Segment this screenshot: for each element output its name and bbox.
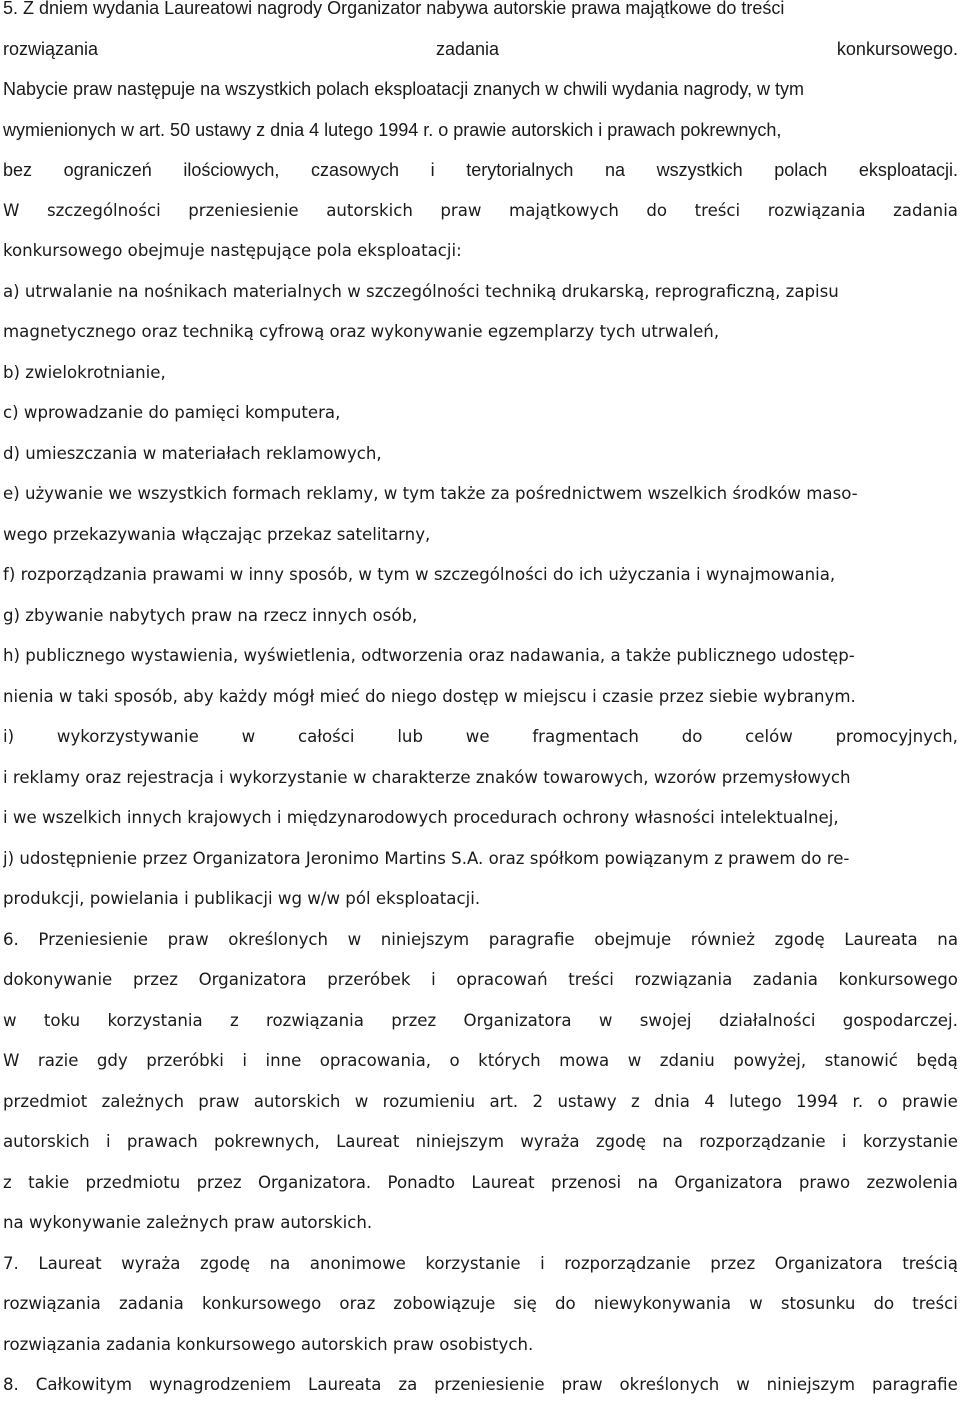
- word: celów: [745, 727, 793, 746]
- word: rozumieniu: [382, 1092, 476, 1111]
- word: pokrewnych,: [214, 1132, 320, 1151]
- word: zobowiązuje: [393, 1294, 496, 1313]
- word: Laureata: [308, 1375, 382, 1394]
- word: Organizatora: [463, 1011, 572, 1030]
- word: w: [598, 1011, 613, 1030]
- word: autorskich: [253, 1092, 341, 1111]
- text-line: produkcji, powielania i publikacji wg w/w pól eksploatacji.: [3, 889, 481, 908]
- word: Laureat: [471, 1173, 535, 1192]
- word: treści: [694, 201, 741, 220]
- word: art.: [489, 1092, 519, 1111]
- word: niniejszym: [415, 1132, 505, 1151]
- word: praw: [167, 930, 209, 949]
- word: rozporządzanie: [564, 1254, 691, 1273]
- word: na: [269, 1254, 291, 1273]
- text-line: [3, 928, 958, 952]
- word: do: [681, 727, 703, 746]
- word: rozwiązania: [266, 1011, 364, 1030]
- text-line: [3, 1049, 958, 1073]
- word: Laureat: [336, 1132, 400, 1151]
- text-line: wego przekazywania włączając przekaz satelitarny,: [3, 525, 431, 544]
- word: zgodę: [595, 1132, 646, 1151]
- word: fragmentach: [532, 727, 639, 746]
- word: dnia: [654, 1092, 690, 1111]
- text-line: na wykonywanie zależnych praw autorskich.: [3, 1213, 373, 1232]
- word: niewykonywania: [593, 1294, 732, 1313]
- word: do: [554, 1294, 576, 1313]
- word: rozporządzanie: [699, 1132, 826, 1151]
- word: przedmiot: [3, 1092, 88, 1111]
- word: przeróbki: [146, 1051, 224, 1070]
- word: zadania: [435, 39, 500, 59]
- word: zadania: [753, 970, 818, 989]
- word: eksploatacji.: [858, 160, 958, 180]
- word: zdaniu: [659, 1051, 715, 1070]
- word: obejmuje: [594, 930, 672, 949]
- word: zależnych: [101, 1092, 184, 1111]
- word: i: [430, 160, 435, 180]
- text-line: e) używanie we wszystkich formach reklamy, w tym także za pośrednictwem wszelkich środków maso-: [3, 484, 858, 503]
- word: lub: [397, 727, 423, 746]
- word: stanowić: [824, 1051, 898, 1070]
- word: wszystkich: [656, 160, 743, 180]
- word: treścią: [902, 1254, 958, 1273]
- word: czasowych: [311, 160, 400, 180]
- word: w: [3, 1011, 17, 1030]
- word: wyraża: [520, 1132, 580, 1151]
- word: o: [449, 1051, 460, 1070]
- word: przeróbek: [327, 970, 411, 989]
- word: w: [736, 1375, 750, 1394]
- word: całości: [297, 727, 355, 746]
- word: ograniczeń: [63, 160, 152, 180]
- word: szczególności: [46, 201, 161, 220]
- word: W: [3, 201, 20, 220]
- word: treści: [568, 970, 614, 989]
- word: w: [347, 930, 362, 949]
- word: Organizatora: [198, 970, 307, 989]
- text-line: d) umieszczania w materiałach reklamowych,: [3, 444, 382, 463]
- word: 2: [532, 1092, 544, 1111]
- word: majątkowych: [509, 201, 619, 220]
- word: przeniesienie: [188, 201, 299, 220]
- word: 8.: [3, 1375, 19, 1394]
- text-line: [3, 1171, 958, 1195]
- word: zgodę: [199, 1254, 251, 1273]
- word: promocyjnych,: [835, 727, 958, 746]
- word: określonych: [228, 930, 329, 949]
- text-line: i reklamy oraz rejestracja i wykorzystanie w charakterze znaków towarowych, wzorów przemysłowych: [3, 768, 851, 787]
- word: o: [877, 1092, 888, 1111]
- text-line: [3, 1130, 958, 1154]
- word: przez: [710, 1254, 756, 1273]
- text-line: magnetycznego oraz techniką cyfrową oraz wykonywanie egzemplarzy tych utrwaleń,: [3, 322, 720, 341]
- word: z: [3, 1173, 12, 1192]
- word: przenosi: [550, 1173, 622, 1192]
- word: r.: [852, 1092, 864, 1111]
- word: opracowania,: [319, 1051, 432, 1070]
- word: praw: [561, 1375, 603, 1394]
- word: się: [513, 1294, 537, 1313]
- word: których: [478, 1051, 541, 1070]
- word: przez: [132, 970, 178, 989]
- word: Laureata: [844, 930, 918, 949]
- text-line: [3, 725, 958, 749]
- word: działalności: [718, 1011, 816, 1030]
- word: takie: [28, 1173, 70, 1192]
- word: Organizatora: [774, 1254, 883, 1273]
- text-line: f) rozporządzania prawami w inny sposób, w tym w szczególności do ich użyczania i wynajmowania,: [3, 565, 836, 584]
- word: Organizatora.: [257, 1173, 372, 1192]
- word: wynagrodzeniem: [148, 1375, 292, 1394]
- word: zadania: [118, 1294, 184, 1313]
- word: autorskich: [3, 1132, 90, 1151]
- word: lutego: [729, 1092, 782, 1111]
- text-line: [3, 1252, 958, 1276]
- word: w: [749, 1294, 763, 1313]
- text-line: h) publicznego wystawienia, wyświetlenia, odtworzenia oraz nadawania, a także publicznego udostęp-: [3, 646, 855, 665]
- text-line: rozwiązania zadania konkursowego autorskich praw osobistych.: [3, 1335, 534, 1354]
- word: prawie: [901, 1092, 958, 1111]
- word: za: [398, 1375, 418, 1394]
- word: polach: [774, 160, 828, 180]
- word: również: [690, 930, 756, 949]
- word: na: [637, 1173, 659, 1192]
- word: Organizatora: [674, 1173, 783, 1192]
- word: będą: [916, 1051, 958, 1070]
- word: korzystanie: [862, 1132, 958, 1151]
- text-line: [3, 968, 958, 992]
- word: i: [105, 1132, 111, 1151]
- word: niniejszym: [380, 930, 470, 949]
- word: toku: [43, 1011, 81, 1030]
- text-line: [3, 1292, 958, 1316]
- text-line: a) utrwalanie na nośnikach materialnych w szczególności techniką drukarską, reprograficzną, zapisu: [3, 282, 839, 301]
- text-line: [3, 37, 958, 61]
- word: autorskich: [326, 201, 413, 220]
- word: w: [354, 1092, 369, 1111]
- word: wykorzystywanie: [56, 727, 199, 746]
- word: oraz: [339, 1294, 376, 1313]
- word: korzystania: [107, 1011, 203, 1030]
- word: do: [873, 1294, 895, 1313]
- text-line: nienia w taki sposób, aby każdy mógł mieć do niego dostęp w miejscu i czasie przez siebie wybranym.: [3, 687, 856, 706]
- word: mowa: [559, 1051, 610, 1070]
- text-line: [3, 1090, 958, 1114]
- text-line: Nabycie praw następuje na wszystkich polach eksploatacji znanych w chwili wydania nagrody, w tym: [3, 79, 805, 99]
- word: w: [241, 727, 256, 746]
- word: 7.: [3, 1254, 19, 1273]
- word: zezwolenia: [866, 1173, 958, 1192]
- word: rozwiązania: [3, 1294, 101, 1313]
- word: swojej: [639, 1011, 692, 1030]
- word: i: [841, 1132, 847, 1151]
- word: z: [631, 1092, 640, 1111]
- word: paragrafie: [488, 930, 575, 949]
- word: w: [627, 1051, 642, 1070]
- word: określonych: [619, 1375, 720, 1394]
- word: paragrafie: [871, 1375, 958, 1394]
- word: rozwiązania: [767, 201, 866, 220]
- word: zadania: [893, 201, 958, 220]
- word: Ponadto: [387, 1173, 455, 1192]
- text-line: 5. Z dniem wydania Laureatowi nagrody Organizator nabywa autorskie prawa majątkowe do treści: [3, 0, 785, 18]
- word: korzystanie: [425, 1254, 521, 1273]
- word: treści: [912, 1294, 958, 1313]
- word: i: [242, 1051, 247, 1070]
- word: zgodę: [774, 930, 825, 949]
- word: na: [604, 160, 625, 180]
- word: razie: [37, 1051, 79, 1070]
- word: i: [431, 970, 436, 989]
- word: przeniesienie: [434, 1375, 545, 1394]
- word: 6.: [3, 930, 19, 949]
- word: opracowań: [456, 970, 548, 989]
- word: gdy: [96, 1051, 128, 1070]
- word: gospodarczej.: [842, 1011, 958, 1030]
- text-line: c) wprowadzanie do pamięci komputera,: [3, 403, 341, 422]
- word: przedmiotu: [85, 1173, 181, 1192]
- word: anonimowe: [309, 1254, 406, 1273]
- word: W: [3, 1051, 20, 1070]
- word: wyraża: [121, 1254, 181, 1273]
- text-line: [3, 1373, 958, 1397]
- word: konkursowego: [838, 970, 958, 989]
- text-line: [3, 158, 958, 182]
- word: prawo: [798, 1173, 851, 1192]
- word: praw: [440, 201, 482, 220]
- word: niniejszym: [766, 1375, 856, 1394]
- word: przez: [391, 1011, 437, 1030]
- text-line: [3, 1009, 958, 1033]
- word: dokonywanie: [3, 970, 113, 989]
- text-line: b) zwielokrotnianie,: [3, 363, 166, 382]
- word: bez: [3, 160, 33, 180]
- text-line: j) udostępnienie przez Organizatora Jeronimo Martins S.A. oraz spółkom powiązanym z prawem do re-: [3, 849, 850, 868]
- word: terytorialnych: [466, 160, 574, 180]
- word: praw: [198, 1092, 240, 1111]
- word: na: [662, 1132, 683, 1151]
- word: konkursowego.: [836, 39, 958, 59]
- text-line: g) zbywanie nabytych praw na rzecz innych osób,: [3, 606, 418, 625]
- word: 4: [704, 1092, 715, 1111]
- word: 1994: [795, 1092, 839, 1111]
- text-line: i we wszelkich innych krajowych i międzynarodowych procedurach ochrony własności intelektualnej,: [3, 808, 839, 827]
- text-line: [3, 199, 958, 223]
- word: stosunku: [780, 1294, 856, 1313]
- word: przez: [196, 1173, 242, 1192]
- word: we: [465, 727, 490, 746]
- word: rozwiązania: [634, 970, 733, 989]
- text-line: wymienionych w art. 50 ustawy z dnia 4 lutego 1994 r. o prawie autorskich i prawach pokrewnych,: [3, 120, 782, 140]
- word: rozwiązania: [3, 39, 99, 59]
- word: Całkowitym: [35, 1375, 133, 1394]
- word: powyżej,: [733, 1051, 807, 1070]
- word: inne: [265, 1051, 302, 1070]
- word: z: [229, 1011, 239, 1030]
- word: i: [540, 1254, 545, 1273]
- word: prawach: [126, 1132, 198, 1151]
- word: ustawy: [557, 1092, 617, 1111]
- text-line: konkursowego obejmuje następujące pola eksploatacji:: [3, 241, 462, 260]
- word: na: [937, 930, 958, 949]
- word: konkursowego: [201, 1294, 322, 1313]
- word: ilościowych,: [183, 160, 280, 180]
- word: Przeniesienie: [38, 930, 148, 949]
- word: i): [3, 727, 15, 746]
- word: do: [646, 201, 668, 220]
- word: Laureat: [38, 1254, 102, 1273]
